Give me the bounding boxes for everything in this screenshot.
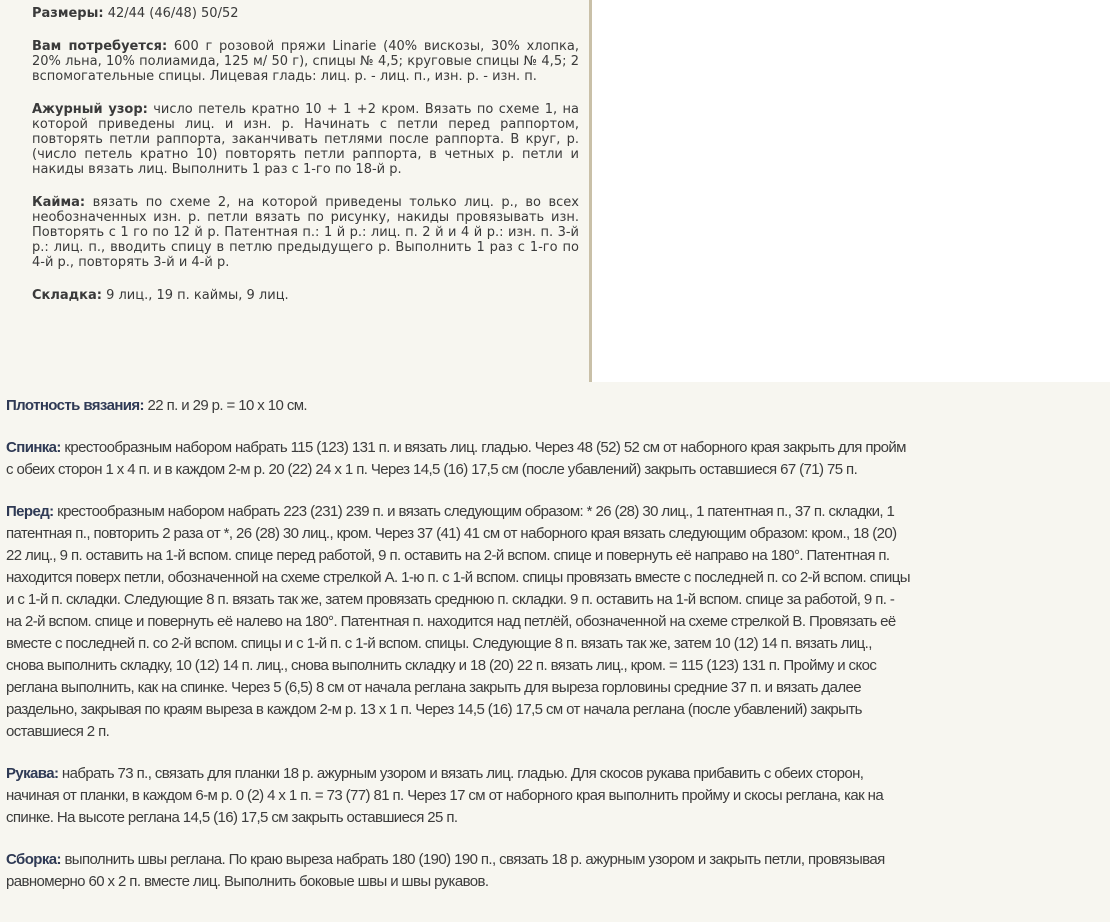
fold-text: 9 лиц., 19 п. каймы, 9 лиц.	[101, 288, 289, 303]
lace-pattern-label: Ажурный узор:	[32, 102, 148, 117]
border-text: вязать по схеме 2, на которой приведены только лиц. р., во всех необозначенных изн. р. петли вязать по рисунку, накиды провязывать изн. Повторять с 1 го по 12 й р. Патентная п.: 1 й р.: лиц. п. 2 й и 4 й р.: изн. п. 3-й р.: лиц. п., вводить спицу в петлю предыдущего р. Выполнить 1 раз с 1-го по 4-й р., повторять 3-й и 4-й р.	[32, 195, 579, 270]
front-line-10: раздельно, закрывая по краям выреза в каждом 2-м р. 13 х 1 п. Через 14,5 (16) 17,5 см от начала реглана (после убавлений) закрыть	[6, 701, 862, 718]
front-line-5: и с 1-й п. складки. Следующие 8 п. вязать так же, затем провязать среднюю п. складки. 9 п. оставить на 1-й вспом. спице за работой, 9 п. -	[6, 591, 895, 608]
fold-label: Складка:	[32, 288, 102, 303]
materials-label: Вам потребуется:	[32, 39, 168, 54]
materials-text: 600 г розовой пряжи Linarie (40% вискозы, 30% хлопка, 20% льна, 10% полиамида, 125 м/ 50 г), спицы № 4,5; круговые спицы № 4,5; 2 вспомогательные спицы. Лицевая гладь: лиц. р. - лиц. п., изн. р. - изн. п.	[32, 39, 579, 84]
front-text-1: крестообразным набором набрать 223 (231) 239 п. и вязать следующим образом: * 26 (28) 30 лиц., 1 патентная п., 37 п. складки, 1	[53, 503, 895, 520]
back-label: Спинка:	[6, 439, 61, 456]
assembly-line-2: равномерно 60 х 2 п. вместе лиц. Выполнить боковые швы и швы рукавов.	[6, 873, 489, 890]
back-line-2: с обеих сторон 1 х 4 п. и в каждом 2-м р. 20 (22) 24 х 1 п. Через 14,5 (16) 17,5 см (после убавлений) закрыть оставшиеся 67 (71) 75 п.	[6, 461, 858, 478]
materials-paragraph	[32, 39, 579, 84]
sleeves-paragraph	[6, 763, 1110, 829]
front-line-6: на 2-й вспом. спице и повернуть её налево на 180°. Патентная п. находится над петлёй, обозначенной на схеме стрелкой В. Провязать её	[6, 613, 896, 630]
border-label: Кайма:	[32, 195, 86, 210]
sizes-text: 42/44 (46/48) 50/52	[103, 6, 239, 21]
sleeves-line-1	[6, 763, 1110, 785]
front-paragraph	[6, 501, 1110, 743]
top-text-panel	[0, 0, 592, 382]
back-text-1: крестообразным набором набрать 115 (123) 131 п. и вязать лиц. гладью. Через 48 (52) 52 см от наборного края закрыть для пройм	[60, 439, 906, 456]
front-line-1	[6, 501, 1110, 523]
front-line-8: снова выполнить складку, 10 (12) 14 п. лиц., снова выполнить складку и 18 (20) 22 п. вязать лиц., кром. = 115 (123) 131 п. Пройму и скос	[6, 657, 877, 674]
gauge-text: 22 п. и 29 р. = 10 х 10 см.	[143, 397, 308, 414]
front-line-7: вместе с последней п. со 2-й вспом. спицы и с 1-й п. с 1-й вспом. спицы. Следующие 8 п. вязать так же, затем 10 (12) 14 п. вязать лиц.,	[6, 635, 872, 652]
assembly-paragraph	[6, 849, 1110, 893]
bottom-text-panel	[0, 382, 1110, 922]
front-line-4: находится поверх петли, обозначенной на схеме стрелкой А. 1-ю п. с 1-й вспом. спицы провязать вместе с последней п. со 2-й вспом. спицы	[6, 569, 910, 586]
lace-pattern-paragraph	[32, 102, 579, 177]
lace-pattern-text: число петель кратно 10 + 1 +2 кром. Вязать по схеме 1, на которой приведены лиц. и изн. р. Начинать с петли перед раппортом, повторять петли раппорта, заканчивать петлями после раппорта. В круг, р. (число петель кратно 10) повторять петли раппорта, в четных р. петли и накиды вязать лиц. Выполнить 1 раз с 1-го по 18-й р.	[32, 102, 579, 177]
front-line-9: реглана выполнить, как на спинке. Через 5 (6,5) 8 см от начала реглана закрыть для выреза горловины средние 37 п. и вязать далее	[6, 679, 861, 696]
sleeves-line-3: спинке. На высоте реглана 14,5 (16) 17,5 см закрыть оставшиеся 25 п.	[6, 809, 458, 826]
sizes-label: Размеры:	[32, 6, 104, 21]
gauge-label: Плотность вязания:	[6, 397, 144, 414]
assembly-line-1	[6, 849, 1110, 871]
assembly-text-1: выполнить швы реглана. По краю выреза набрать 180 (190) 190 п., связать 18 р. ажурным узором и закрыть петли, провязывая	[60, 851, 885, 868]
sizes-paragraph	[32, 6, 579, 21]
gauge-paragraph	[6, 395, 1110, 417]
front-line-3: 22 лиц., 9 п. оставить на 1-й вспом. спице перед работой, 9 п. оставить на 2-й вспом. спице и повернуть её направо на 180°. Патентная п.	[6, 547, 890, 564]
gauge-line-1	[6, 395, 1110, 417]
front-label: Перед:	[6, 503, 54, 520]
sleeves-line-2: начиная от планки, в каждом 6-м р. 0 (2) 4 х 1 п. = 73 (77) 81 п. Через 17 см от наборного края выполнить пройму и скосы реглана, как на	[6, 787, 884, 804]
front-line-11: оставшиеся 2 п.	[6, 723, 110, 740]
front-line-2: патентная п., повторить 2 раза от *, 26 (28) 30 лиц., кром. Через 37 (41) 41 см от наборного края вязать следующим образом: кром., 18 (20)	[6, 525, 897, 542]
back-paragraph	[6, 437, 1110, 481]
sleeves-label: Рукава:	[6, 765, 59, 782]
back-line-1	[6, 437, 1110, 459]
sleeves-text-1: набрать 73 п., связать для планки 18 р. ажурным узором и вязать лиц. гладью. Для скосов рукава прибавить с обеих сторон,	[58, 765, 864, 782]
fold-paragraph	[32, 288, 579, 303]
assembly-label: Сборка:	[6, 851, 61, 868]
border-paragraph	[32, 195, 579, 270]
